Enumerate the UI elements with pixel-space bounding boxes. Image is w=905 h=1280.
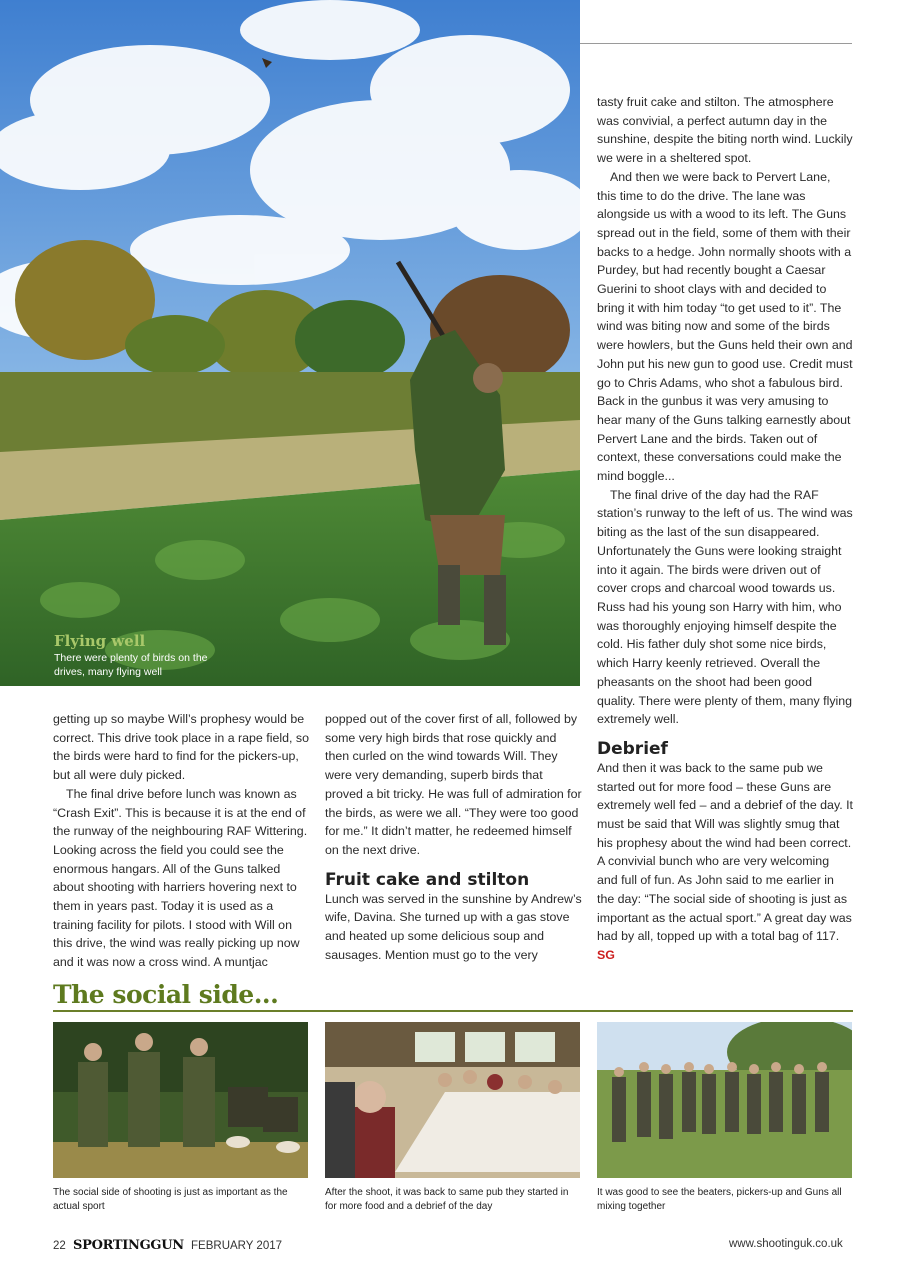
hero-photo-illustration: [0, 0, 580, 686]
social-photo-caption: After the shoot, it was back to same pub they started in for more food and a debrief of the day: [325, 1187, 569, 1212]
paragraph: The final drive before lunch was known as “Crash Exit”. This is because it is at the end of the runway of the neighbouring RAF Wittering. Looking across the field you could see the enormous hangars. All of the Guns talked about shooting with harriers hovering next to them in years past. Today it is used as a training facility for pilots. I stood with Will on this drive, the wind was really picking up now and it was now a cross wind. A muntjac: [53, 786, 308, 970]
magazine-name: SPORTINGGUN: [73, 1238, 184, 1253]
paragraph: Lunch was served in the sunshine by Andrew’s wife, Davina. She turned up with a gas stove and heated up some delicious soup and sausages. Mention must go to the very: [325, 891, 582, 962]
paragraph: popped out of the cover first of all, followed by some very high birds that rose quickly and then curled on the wind towards Will. They were very demanding, superb birds that proved a bit tricky. He was full of admiration for the birds, as were we all. “They were too good for me.” It didn’t matter, he redeemed himself on the next drive.: [325, 712, 582, 857]
section-heading: Fruit cake and stilton: [325, 869, 530, 890]
social-photo-2-illustration: [325, 1022, 580, 1178]
hero-caption: [54, 632, 214, 679]
top-divider: [580, 43, 852, 44]
paragraph: And then we were back to Pervert Lane, this time to do the drive. The lane was alongside us with a wood to its left. The Guns spread out in the field, some of them with their backs to a hedge. John normally shoots with a Purdey, but had recently bought a Caesar Guerini to shoot clays with and decided to bring it with him today “to get used to it”. The wind was biting now and some of the birds were howlers, but the Guns held their own and John put his new gun to good use. Credit must go to Chris Adams, who shot a fabulous bird. Back in the gunbus it was very amusing to hear many of the Guns talking earnestly about Pervert Lane and the birds. Taken out of context, these conversations could make the mind boggle...: [597, 169, 853, 484]
article-column-1: [53, 710, 309, 972]
social-photo-caption: The social side of shooting is just as important as the actual sport: [53, 1187, 288, 1212]
page-number: 22: [53, 1240, 66, 1252]
footer-website[interactable]: www.shootinguk.co.uk: [729, 1238, 843, 1250]
paragraph: [597, 759, 853, 965]
social-photo-caption: It was good to see the beaters, pickers-up and Guns all mixing together: [597, 1187, 842, 1212]
hero-caption-title: Flying well: [54, 632, 146, 650]
social-photo-3-illustration: [597, 1022, 852, 1178]
footer-folio: [53, 1238, 282, 1253]
paragraph: The final drive of the day had the RAF station’s runway to the left of us. The wind was biting as the last of the sun disappeared. Unfortunately the Guns were looking straight into it again. The birds were driven out of cover crops and charcoal wood towards us. Russ had his young son Harry with him, who was thoroughly enjoying himself despite the cold. His father duly shot some nice birds, which Harry keenly retrieved. Overall the pheasants on the shoot had been good quality. There were plenty of them, many flying extremely well.: [597, 487, 853, 727]
hero-caption-text: There were plenty of birds on the drives, many flying well: [54, 652, 208, 678]
social-divider: [53, 1010, 853, 1012]
hero-photo: [0, 0, 580, 686]
issue-date: FEBRUARY 2017: [191, 1240, 283, 1252]
end-mark: SG: [597, 947, 615, 962]
social-section-title: The social side...: [53, 980, 279, 1009]
paragraph-text: And then it was back to the same pub we started out for more food – these Guns are extremely well fed – and a debrief of the day. It must be said that Will was slightly smug that his prophesy about the wind had been correct. A convivial bunch who are very welcoming and full of fun. As John said to me earlier in the day: “The social side of shooting is just as important as the actual sport.” A great day was had by all, topped up with a total bag of 117.: [597, 760, 853, 944]
social-photo-1-illustration: [53, 1022, 308, 1178]
section-heading: Debrief: [597, 738, 668, 759]
paragraph: getting up so maybe Will’s prophesy would be correct. This drive took place in a rape field, so the birds were hard to find for the pickers-up, but all were duly picked.: [53, 712, 309, 783]
social-photo-3: [597, 1022, 852, 1178]
social-photo-2: [325, 1022, 580, 1178]
article-column-2: [325, 710, 583, 964]
paragraph: tasty fruit cake and stilton. The atmosphere was convivial, a perfect autumn day in the sunshine, despite the biting north wind. Luckily we were in a sheltered spot.: [597, 95, 853, 166]
social-photo-1: [53, 1022, 308, 1178]
article-column-3: [597, 93, 853, 965]
